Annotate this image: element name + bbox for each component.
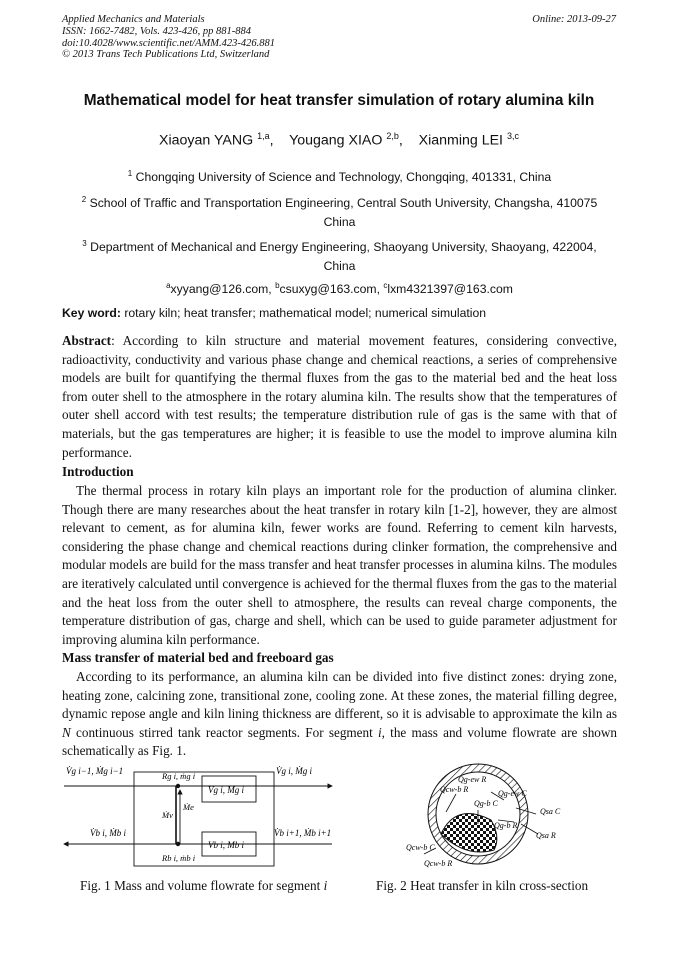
affiliation-3 bbox=[62, 234, 617, 276]
fig2-label-5: Qg-b R bbox=[494, 821, 518, 830]
aff-2-text: School of Traffic and Transportation Engineering, Central South University, Changsha, 410075 bbox=[89, 196, 598, 211]
aff-2-country: China bbox=[323, 215, 356, 230]
fig2-label-7: Qsa R bbox=[536, 831, 556, 840]
mt-N: N bbox=[62, 724, 71, 740]
fig1-bed-in: V̇b i, Ṁb i bbox=[90, 828, 126, 838]
fig2-label-6: Qsa C bbox=[540, 807, 561, 816]
email-a-sup: a bbox=[166, 281, 171, 290]
intro-heading: Introduction bbox=[62, 464, 134, 479]
issn: ISSN: 1662-7482, Vols. 423-426, pp 881-884 bbox=[62, 25, 251, 37]
fig1-me: Ṁe bbox=[183, 802, 194, 812]
fig2-caption: Fig. 2 Heat transfer in kiln cross-section bbox=[376, 878, 589, 893]
author-3: Xianming LEI bbox=[418, 132, 503, 149]
intro-paragraph bbox=[62, 482, 617, 649]
email-c[interactable]: lxm4321397@163.com bbox=[387, 282, 513, 297]
fig1-caption bbox=[80, 878, 327, 894]
fig1-vg: Vg i, Mg i bbox=[208, 785, 244, 795]
email-b[interactable]: csuxyg@163.com bbox=[279, 282, 377, 297]
fig2-label-9: Qcw-b R bbox=[424, 859, 453, 868]
fig1-rg: Rg i, ṁg i bbox=[162, 771, 196, 781]
aff-2-sup: 2 bbox=[81, 195, 87, 204]
keywords-label: Key word: bbox=[62, 306, 121, 320]
fig2-label-1: Qcw-b R bbox=[440, 785, 469, 794]
doi: doi:10.4028/www.scientific.net/AMM.423-426.881 bbox=[62, 37, 275, 49]
aff-1-sup: 1 bbox=[127, 169, 133, 178]
keywords-text: rotary kiln; heat transfer; mathematical model; numerical simulation bbox=[124, 306, 487, 320]
fig1-caption-i: i bbox=[323, 878, 328, 893]
abstract bbox=[62, 332, 617, 462]
fig1-caption-text: Fig. 1 Mass and volume flowrate for segment bbox=[80, 878, 324, 893]
paper-title: Mathematical model for heat transfer simulation of rotary alumina kiln bbox=[83, 92, 595, 109]
abstract-text: : According to kiln structure and material movement features, considering convective, radioactivity, conductivity and various phase change and chemical reactions, a series of comprehensive models are built for quantifying the thermal fluxes from the gas to the material bed and the heat loss from outer shell to the atmosphere in the rotary alumina kiln. The results show that the temperatures of outer shell accord with test results; the temperature distribution rule of gas is the same with that of materials, but the gas temperatures are higher; it is feasible to use the model to improve alumina kiln performance. bbox=[62, 333, 617, 460]
mass-transfer-heading: Mass transfer of material bed and freeboard gas bbox=[62, 650, 334, 665]
affiliation-1 bbox=[62, 164, 617, 187]
fig1-gas-out: V̇g i, Ṁg i bbox=[276, 766, 312, 776]
mass-transfer-paragraph bbox=[62, 668, 617, 761]
keywords bbox=[62, 306, 617, 320]
fig2-label-4: Qg-b C bbox=[474, 799, 498, 808]
author-1: Xiaoyan YANG bbox=[159, 132, 254, 149]
emails: $^a$xyyang@126.com, $^b$csuxyg@163.com, $^c$lxm4321397@163.com bbox=[166, 281, 513, 297]
email-a[interactable]: xyyang@126.com bbox=[170, 282, 269, 297]
copyright: © 2013 Trans Tech Publications Ltd, Switzerland bbox=[62, 49, 270, 61]
aff-1-text: Chongqing University of Science and Technology, Chongqing, 401331, China bbox=[135, 170, 552, 185]
fig1-bed-out: V̇b i+1, Ṁb i+1 bbox=[274, 828, 332, 838]
figure-1-diagram bbox=[62, 760, 334, 872]
fig1-mv: Ṁv bbox=[162, 810, 173, 820]
fig2-label-2: Qg-ew R bbox=[458, 775, 487, 784]
aff-3-sup: 3 bbox=[82, 239, 87, 248]
intro-text: The thermal process in rotary kiln plays an important role for the production of alumina clinker. Though there are many researches about the heat transfer in rotary kiln [1-2], however, they are almost relevant to cement, as for alumina kiln, fewer works are found. Referring to cement kiln harvests, considering the phase change and chemical reactions during clinker formation, the comprehensive and modular models are build for the mass transfer and heat transfer processes in alumina kilns. The modules are iteratively calculated until convergence is achieved for the thermal fluxes from the gas to the material and the heat loss from the outer shell to atmosphere, the results can reveal charge components, the temperature distribution of gas, charge and shell, which can be used to guide parameter adjustment for improving alumina kiln performance. bbox=[62, 483, 617, 647]
author-2: Yougang XIAO bbox=[289, 132, 383, 149]
mt-text-a: According to its performance, an alumina kiln can be divided into five distinct zones: drying zone, heating zone, calcining zone, transitional zone, cooling zone. At these zones, the material filling degree, dynamic repose angle and kiln lining thickness are different, so it is advisable to approximate the kiln as bbox=[62, 669, 617, 722]
fig1-rb: Rb i, ṁb i bbox=[162, 853, 196, 863]
mt-i: i bbox=[378, 724, 382, 740]
email-c-sup: c bbox=[383, 281, 388, 290]
mt-text-c: , the mass and volume flowrate are shown schematically as Fig. 1. bbox=[62, 724, 617, 759]
fig2-label-8: Qcw-b C bbox=[406, 843, 435, 852]
author-2-sup: 2,b bbox=[386, 131, 399, 141]
abstract-label: Abstract bbox=[62, 333, 112, 348]
email-b-sup: b bbox=[275, 281, 280, 290]
figure-2-diagram bbox=[396, 762, 576, 872]
aff-3-country: China bbox=[323, 259, 356, 274]
fig2-label-3: Qg-ew C bbox=[498, 789, 527, 798]
aff-3-text: Department of Mechanical and Energy Engineering, Shaoyang University, Shaoyang, 422004, bbox=[90, 240, 597, 255]
author-1-sup: 1,a bbox=[257, 131, 270, 141]
journal-header bbox=[62, 14, 275, 61]
fig1-vb: Vb i, Mb i bbox=[208, 840, 244, 850]
fig1-gas-in: V̇g i−1, Ṁg i−1 bbox=[66, 766, 124, 776]
authors: Xiaoyan YANG $^{1,a}$, Yougang XIAO $^{2,b}$, Xianming LEI $^{3,c}$ bbox=[159, 131, 519, 149]
mt-text-b: continuous stirred tank reactor segments. For segment bbox=[70, 724, 378, 740]
affiliation-2 bbox=[62, 190, 617, 232]
journal-name: Applied Mechanics and Materials bbox=[62, 14, 205, 25]
author-3-sup: 3,c bbox=[506, 131, 519, 141]
online-date: Online: 2013-09-27 bbox=[532, 14, 616, 25]
